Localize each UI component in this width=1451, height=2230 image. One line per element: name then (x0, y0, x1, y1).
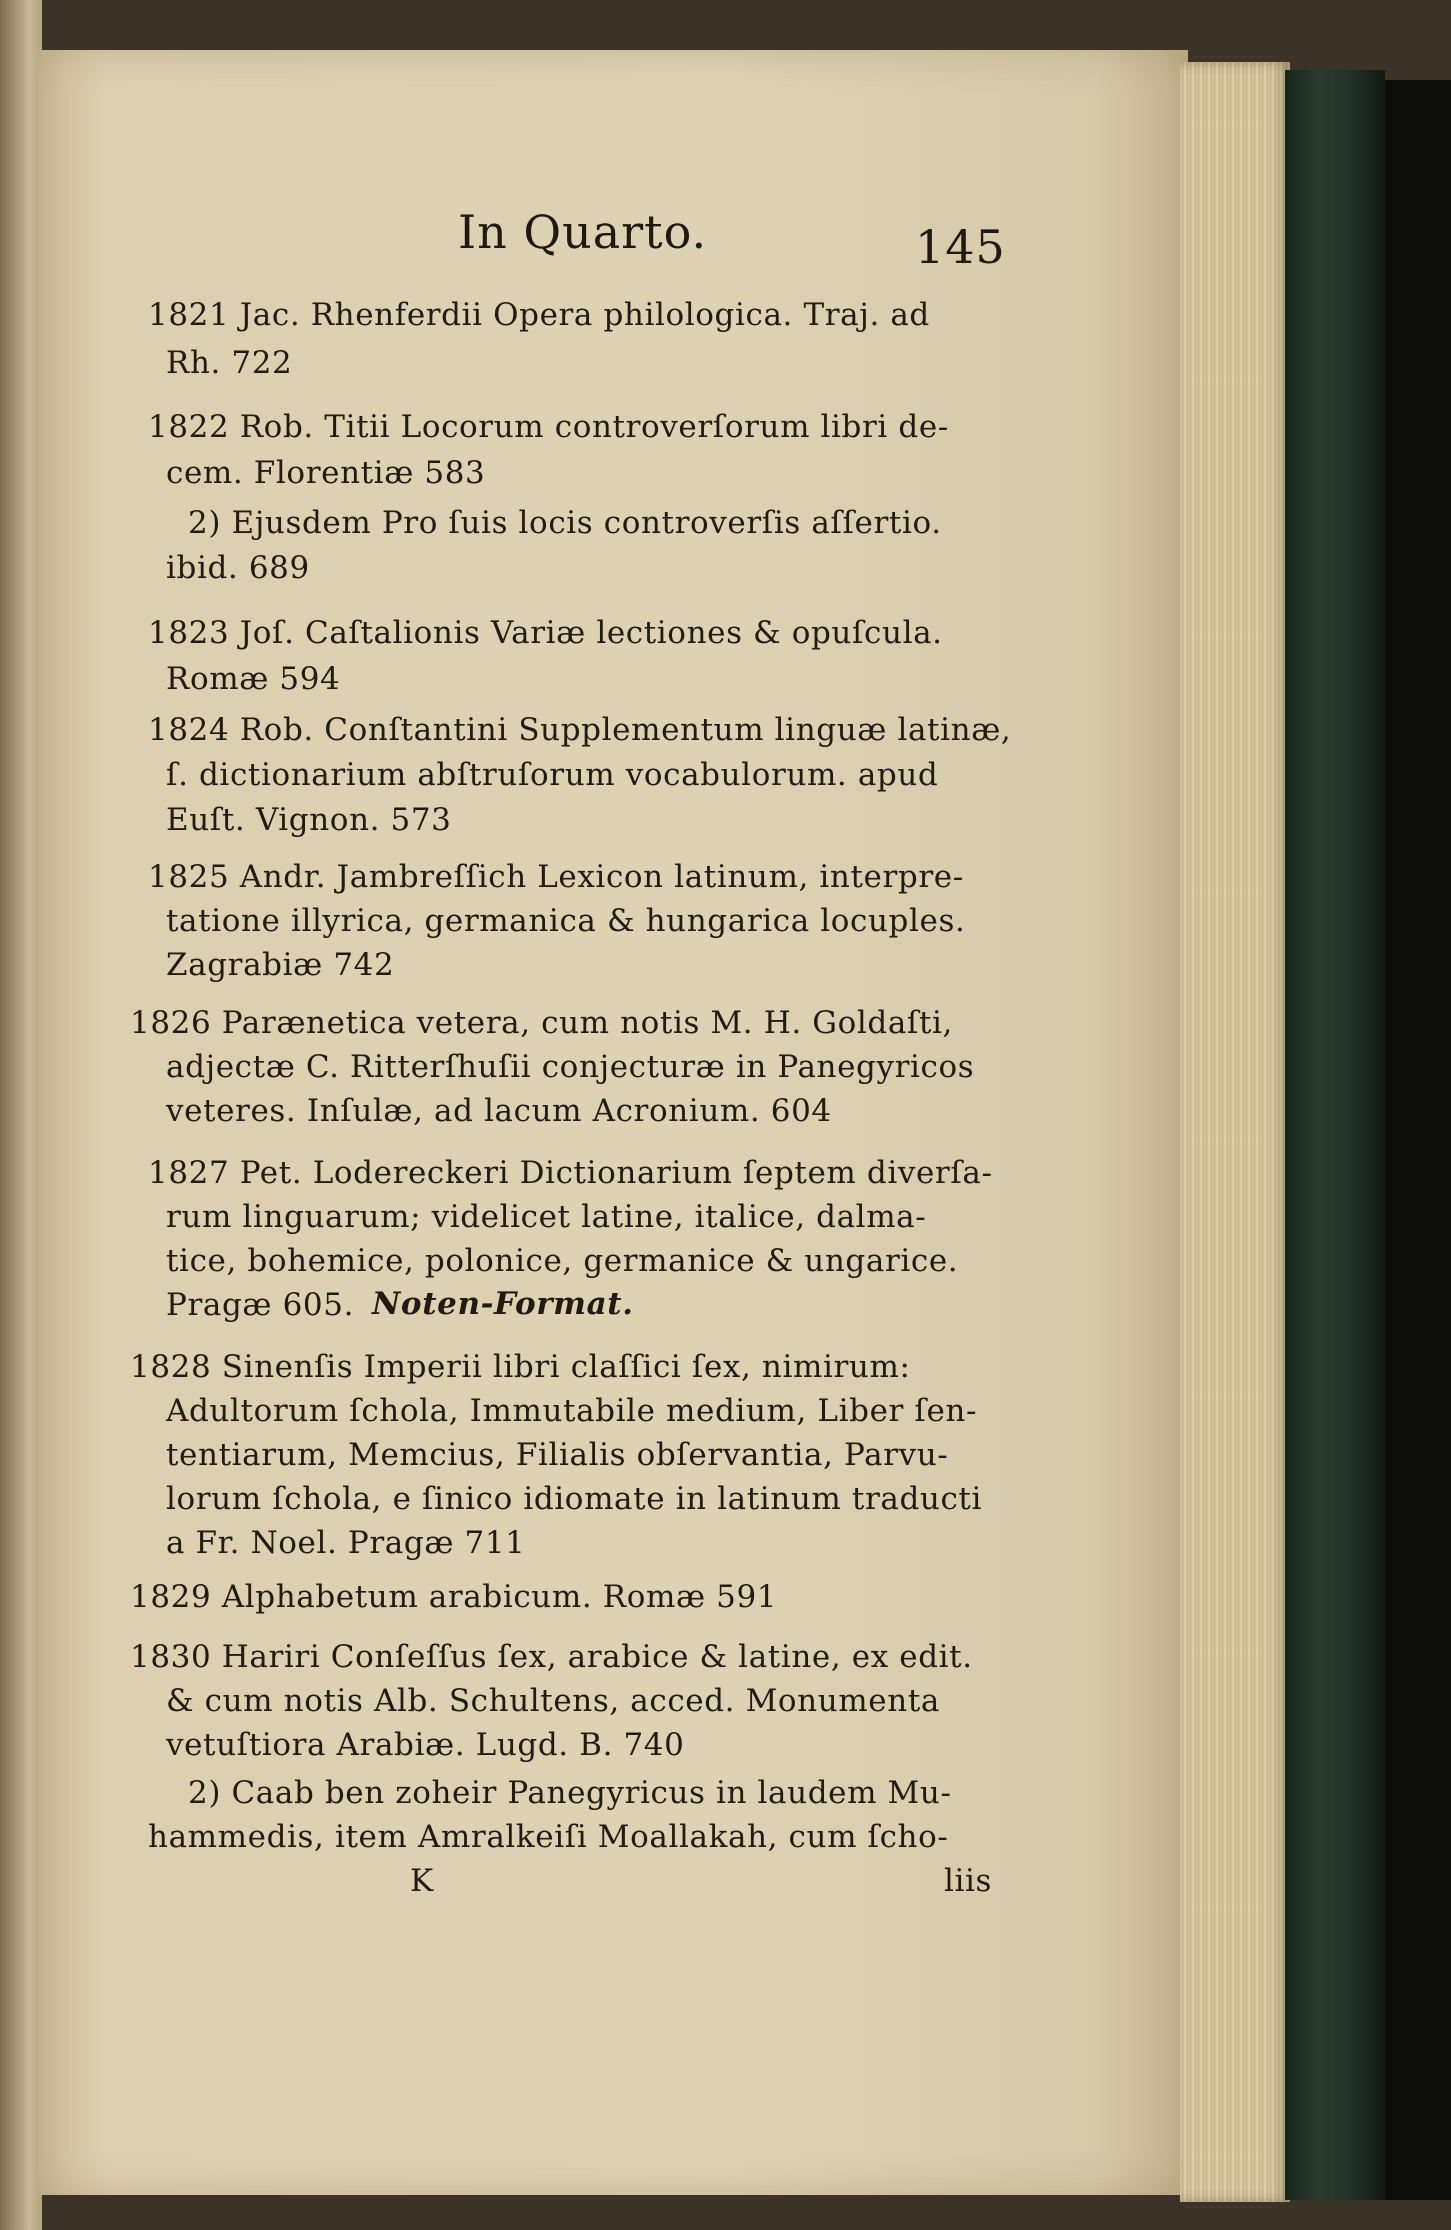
text-line: Rh. 722 (166, 345, 293, 381)
text-line: 1823 Joſ. Caſtalionis Variæ lectiones & opuſcula. (148, 615, 943, 651)
page-number: 145 (915, 220, 1006, 274)
text-line: & cum notis Alb. Schultens, acced. Monumenta (166, 1683, 940, 1719)
text-line: tatione illyrica, germanica & hungarica locuples. (166, 903, 966, 939)
text-line: adjectæ C. Ritterſhuſii conjecturæ in Panegyricos (166, 1049, 975, 1085)
text-line: 1824 Rob. Conſtantini Supplementum linguæ latinæ, (148, 712, 1012, 748)
text-line: Zagrabiæ 742 (166, 947, 395, 983)
text-line: vetuſtiora Arabiæ. Lugd. B. 740 (166, 1727, 685, 1763)
text-line: 1830 Hariri Conſeſſus ſex, arabice & latine, ex edit. (130, 1639, 973, 1675)
running-title: In Quarto. (458, 205, 708, 259)
facing-page-edge (0, 0, 42, 2230)
dark-background-edge (1385, 80, 1451, 2200)
text-line: 1826 Parænetica vetera, cum notis M. H. Goldaſti, (130, 1005, 954, 1041)
text-line: ſ. dictionarium abſtruſorum vocabulorum. apud (166, 757, 939, 793)
text-line: a Fr. Noel. Pragæ 711 (166, 1525, 526, 1561)
text-line: 1825 Andr. Jambreſſich Lexicon latinum, interpre- (148, 859, 964, 895)
text-line: 2) Caab ben zoheir Panegyricus in laudem Mu- (188, 1775, 952, 1811)
book-cover-spine (1285, 70, 1385, 2200)
text-line: tentiarum, Memcius, Filialis obſervantia, Parvu- (166, 1437, 949, 1473)
text-line: 1829 Alphabetum arabicum. Romæ 591 (130, 1579, 778, 1615)
text-line: hammedis, item Amralkeiſi Moallakah, cum ſcho- (148, 1819, 949, 1855)
text-line: 2) Ejusdem Pro ſuis locis controverſis aſſertio. (188, 505, 942, 541)
text-line: tice, bohemice, polonice, germanice & ungarice. (166, 1243, 959, 1279)
catchword: liis (944, 1863, 993, 1899)
signature-mark: K (410, 1863, 434, 1899)
text-line: 1822 Rob. Titii Locorum controverſorum libri de- (148, 409, 949, 445)
page-block-edges (1180, 62, 1290, 2202)
text-line: 1821 Jac. Rhenferdii Opera philologica. Traj. ad (148, 297, 930, 333)
text-line: 1827 Pet. Lodereckeri Dictionarium ſeptem diverſa- (148, 1155, 993, 1191)
text-line: cem. Florentiæ 583 (166, 455, 486, 491)
text-line: ibid. 689 (166, 550, 310, 586)
text-line: veteres. Inſulæ, ad lacum Acronium. 604 (166, 1093, 832, 1129)
text-line: rum linguarum; videlicet latine, italice, dalma- (166, 1199, 927, 1235)
text-line: Adultorum ſchola, Immutabile medium, Liber ſen- (166, 1393, 978, 1429)
text-line: 1828 Sinenſis Imperii libri claſſici ſex, nimirum: (130, 1349, 911, 1385)
text-line: Romæ 594 (166, 661, 341, 697)
text-line: lorum ſchola, e ſinico idiomate in latinum traducti (166, 1481, 982, 1517)
text-line: Pragæ 605. (166, 1287, 355, 1323)
fraktur-note: Noten-Format. (372, 1286, 634, 1322)
text-line: Euſt. Vignon. 573 (166, 802, 452, 838)
